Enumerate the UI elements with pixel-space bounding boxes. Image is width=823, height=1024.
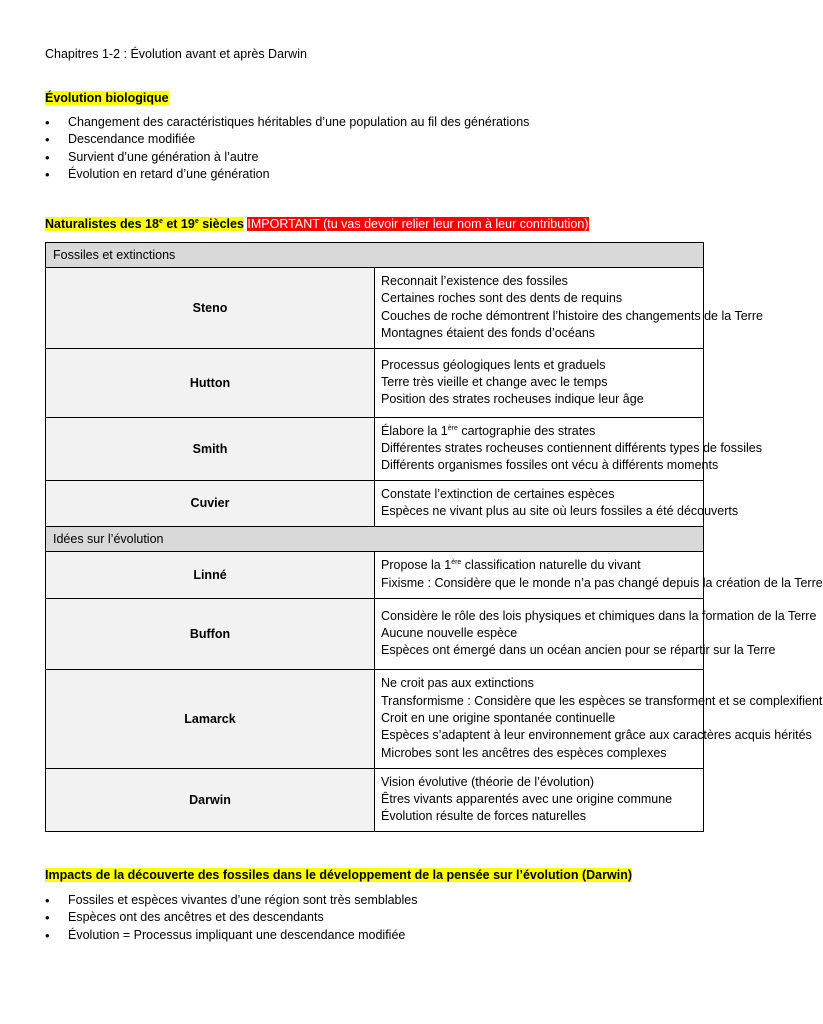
heading-part: Naturalistes des 18 <box>45 217 159 231</box>
description-line <box>381 423 697 440</box>
important-note: IMPORTANT (tu vas devoir relier leur nom à leur contribution) <box>247 217 589 231</box>
line-part: cartographie des strates <box>457 423 596 438</box>
superscript: e <box>194 218 199 225</box>
heading-text: Évolution biologique <box>45 91 169 105</box>
line-part: Propose la 1 <box>381 558 452 573</box>
line-part: Élabore la 1 <box>381 423 448 438</box>
description-line: Différents organismes fossiles ont vécu à différents moments <box>381 458 719 473</box>
naturalists-table <box>45 242 823 832</box>
heading-part: et 19 <box>162 217 195 231</box>
superscript: e <box>158 218 163 225</box>
naturalist-name: Steno <box>46 268 375 349</box>
list-item: • Changement des caractéristiques héritables d’une population au fil des générations <box>45 114 529 131</box>
heading-part: siècles <box>198 217 244 231</box>
description-line: Considère le rôle des lois physiques et chimiques dans la formation de la Terre <box>381 608 817 623</box>
superscript: ère <box>451 559 462 567</box>
description-line: Terre très vieille et change avec le temps <box>381 374 608 389</box>
list-item: • Survient d’une génération à l’autre <box>45 149 529 166</box>
superscript: ère <box>447 424 458 432</box>
table-row <box>46 598 704 669</box>
naturalist-description <box>375 480 739 526</box>
bullet-list-evolution <box>45 114 529 183</box>
description-line: Croit en une origine spontanée continuelle <box>381 710 616 725</box>
section-heading-evolution-biologique <box>45 91 169 105</box>
naturalist-name: Buffon <box>46 598 375 669</box>
page-title: Chapitres 1-2 : Évolution avant et après Darwin <box>45 47 307 61</box>
description-line: Reconnait l’existence des fossiles <box>381 274 568 288</box>
description-line: Certaines roches sont des dents de requins <box>381 291 623 306</box>
naturalist-name: Hutton <box>46 348 375 417</box>
description-line: Transformisme : Considère que les espèces se transforment et se complexifient <box>381 693 823 708</box>
description-line: Ne croit pas aux extinctions <box>381 676 534 691</box>
description-line: Microbes sont les ancêtres des espèces complexes <box>381 745 667 760</box>
description-line: Constate l’extinction de certaines espèces <box>381 486 615 501</box>
description-line: Aucune nouvelle espèce <box>381 625 518 640</box>
naturalist-name: Lamarck <box>46 669 375 768</box>
bullet-list-impacts <box>45 892 418 944</box>
table-row <box>46 268 704 349</box>
table-row <box>46 669 704 768</box>
description-line: Montagnes étaient des fonds d’océans <box>381 326 596 341</box>
description-line: Couches de roche démontrent l’histoire des changements de la Terre <box>381 308 763 323</box>
naturalist-name: Linné <box>46 551 375 598</box>
naturalist-name: Smith <box>46 417 375 480</box>
description-line: Vision évolutive (théorie de l’évolution) <box>381 774 595 789</box>
section-title-fossiles: Fossiles et extinctions <box>46 243 704 268</box>
naturalist-description <box>375 598 817 669</box>
description-line: Évolution résulte de forces naturelles <box>381 809 586 824</box>
list-item: • Espèces ont des ancêtres et des descendants <box>45 909 418 926</box>
description-line: Êtres vivants apparentés avec une origine commune <box>381 792 673 807</box>
description-line: Espèces ne vivant plus au site où leurs fossiles a été découverts <box>381 504 739 519</box>
line-part: classification naturelle du vivant <box>461 558 641 573</box>
description-line: Différentes strates rocheuses contiennent différents types de fossiles <box>381 441 762 456</box>
table-row <box>46 417 704 480</box>
naturalist-description <box>375 768 704 831</box>
list-item: • Évolution = Processus impliquant une descendance modifiée <box>45 927 418 944</box>
section-heading-impacts <box>45 868 632 882</box>
table-row <box>46 551 704 598</box>
description-line: Position des strates rocheuses indique leur âge <box>381 392 644 407</box>
naturalist-description <box>375 551 823 598</box>
description-line: Processus géologiques lents et graduels <box>381 357 606 372</box>
list-item: • Descendance modifiée <box>45 131 529 148</box>
heading-text: Impacts de la découverte des fossiles dans le développement de la pensée sur l’évolution (Darwin) <box>45 868 632 882</box>
table-section-row <box>46 243 704 268</box>
naturalist-name: Cuvier <box>46 480 375 526</box>
description-line <box>381 557 697 574</box>
table-row <box>46 480 704 526</box>
table-row <box>46 348 704 417</box>
list-item: • Évolution en retard d’une génération <box>45 166 529 183</box>
heading-text <box>45 217 244 231</box>
description-line: Espèces ont émergé dans un océan ancien pour se répartir sur la Terre <box>381 643 776 658</box>
description-line: Espèces s’adaptent à leur environnement grâce aux caractères acquis hérités <box>381 728 812 743</box>
section-title-idees: Idées sur l’évolution <box>46 526 704 551</box>
table-row <box>46 768 704 831</box>
naturalist-description <box>375 417 762 480</box>
naturalist-description <box>375 669 823 768</box>
table-section-row <box>46 526 704 551</box>
naturalist-name: Darwin <box>46 768 375 831</box>
list-item: • Fossiles et espèces vivantes d’une région sont très semblables <box>45 892 418 909</box>
naturalist-description <box>375 348 704 417</box>
naturalist-description <box>375 268 763 349</box>
description-line: Fixisme : Considère que le monde n’a pas changé depuis la création de la Terre <box>381 575 823 590</box>
section-heading-naturalistes <box>45 217 589 231</box>
